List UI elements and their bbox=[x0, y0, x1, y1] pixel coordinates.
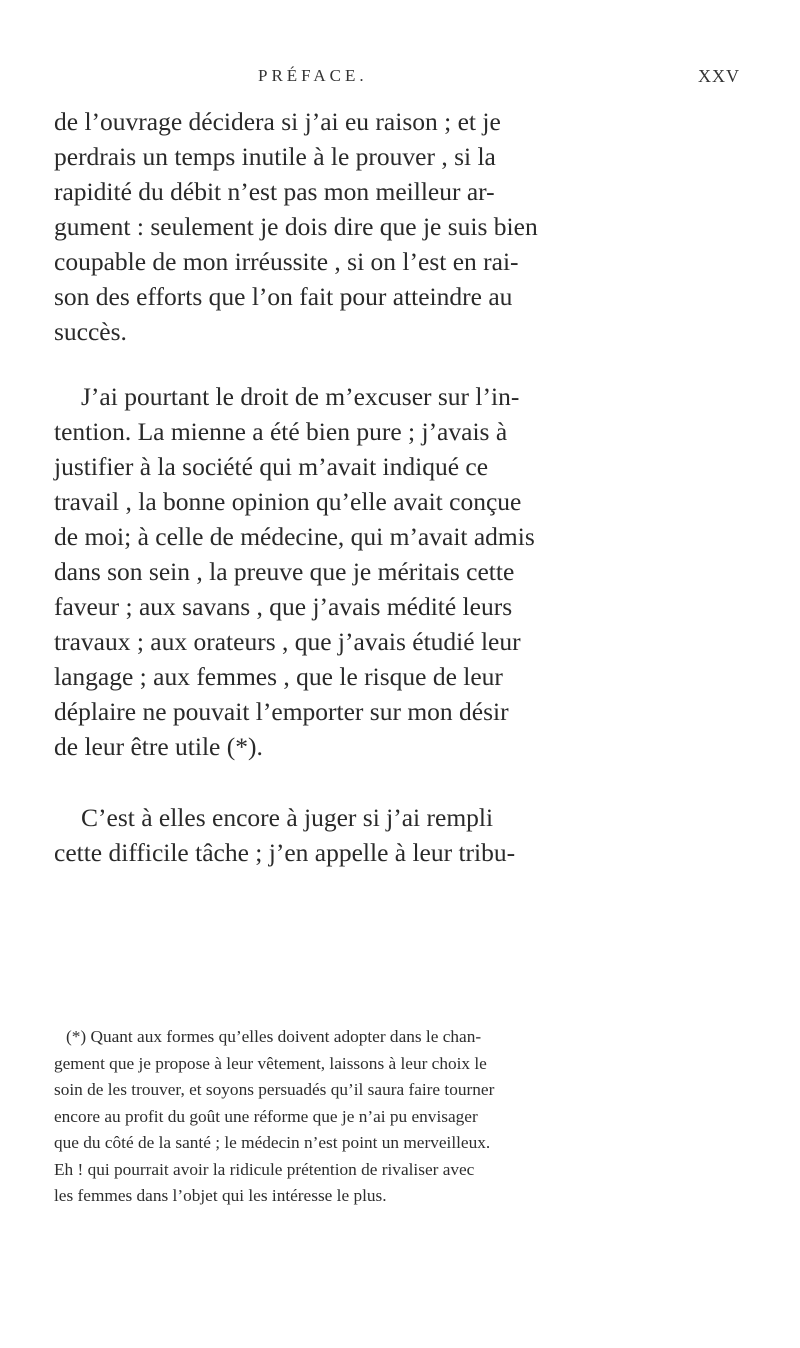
text-line: C’est à elles encore à juger si j’ai rempli bbox=[81, 803, 494, 832]
text-line: dans son sein , la preuve que je méritais cette bbox=[54, 557, 515, 586]
footnote-line: soin de les trouver, et soyons persuadés qu’il saura faire tourner bbox=[54, 1080, 495, 1099]
footnote-line: encore au profit du goût une réforme que je n’ai pu envisager bbox=[54, 1106, 478, 1126]
paragraph-3 bbox=[54, 800, 764, 870]
text-line: perdrais un temps inutile à le prouver , si la bbox=[54, 142, 496, 171]
text-line: travail , la bonne opinion qu’elle avait conçue bbox=[54, 487, 522, 516]
footnote-line: (*) Quant aux formes qu’elles doivent adopter dans le chan- bbox=[66, 1027, 482, 1046]
text-line: de l’ouvrage décidera si j’ai eu raison ; et je bbox=[54, 107, 501, 136]
footnote-line: les femmes dans l’objet qui les intéresse le plus. bbox=[54, 1186, 387, 1205]
page-number: XXV bbox=[698, 66, 740, 86]
footnote-line: que du côté de la santé ; le médecin n’est point un merveilleux. bbox=[54, 1133, 491, 1152]
text-line: succès. bbox=[54, 317, 127, 346]
running-title: PRÉFACE. bbox=[258, 66, 368, 85]
text-line: cette difficile tâche ; j’en appelle à leur tribu- bbox=[54, 838, 516, 867]
text-line: coupable de mon irréussite , si on l’est en rai- bbox=[54, 247, 519, 276]
text-line: J’ai pourtant le droit de m’excuser sur l’in- bbox=[81, 382, 520, 411]
text-line: de leur être utile (*). bbox=[54, 732, 263, 761]
paragraph-1 bbox=[54, 104, 764, 349]
paragraph-gap bbox=[54, 764, 764, 800]
running-head bbox=[0, 66, 800, 96]
text-line: gument : seulement je dois dire que je suis bien bbox=[54, 212, 538, 241]
main-text bbox=[54, 104, 764, 870]
text-line: faveur ; aux savans , que j’avais médité leurs bbox=[54, 592, 513, 621]
footnote bbox=[54, 1024, 764, 1210]
paragraph-2 bbox=[54, 379, 764, 764]
text-line: justifier à la société qui m’avait indiqué ce bbox=[54, 452, 489, 481]
footnote-line: gement que je propose à leur vêtement, laissons à leur choix le bbox=[54, 1053, 487, 1073]
text-line: rapidité du débit n’est pas mon meilleur ar- bbox=[54, 177, 495, 206]
text-line: de moi; à celle de médecine, qui m’avait admis bbox=[54, 522, 535, 551]
text-line: son des efforts que l’on fait pour atteindre au bbox=[54, 282, 513, 311]
text-line: déplaire ne pouvait l’emporter sur mon désir bbox=[54, 697, 509, 726]
paragraph-gap bbox=[54, 349, 764, 379]
text-line: tention. La mienne a été bien pure ; j’avais à bbox=[54, 417, 508, 446]
text-line: langage ; aux femmes , que le risque de leur bbox=[54, 662, 503, 691]
text-line: travaux ; aux orateurs , que j’avais étudié leur bbox=[54, 627, 521, 656]
footnote-line: Eh ! qui pourrait avoir la ridicule prétention de rivaliser avec bbox=[54, 1159, 475, 1179]
